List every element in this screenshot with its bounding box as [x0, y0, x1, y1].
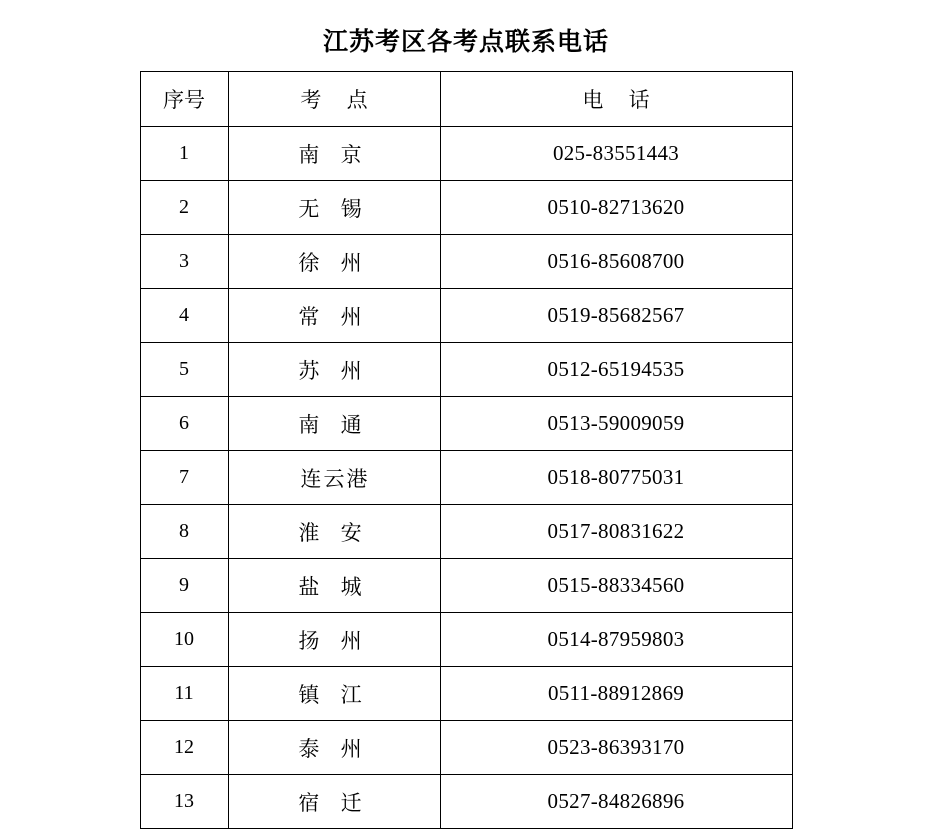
table-row: [140, 235, 792, 289]
cell-phone: 0527-84826896: [440, 775, 792, 829]
cell-site: 宿 迁: [228, 775, 440, 829]
table-row: [140, 613, 792, 667]
cell-no: 7: [140, 451, 228, 505]
cell-phone: 0513-59009059: [440, 397, 792, 451]
table-row: [140, 505, 792, 559]
table-header-row: [140, 72, 792, 127]
cell-no: 5: [140, 343, 228, 397]
table-row: [140, 289, 792, 343]
cell-no: 13: [140, 775, 228, 829]
table-row: [140, 181, 792, 235]
table-header: [140, 72, 792, 127]
cell-site: 南 通: [228, 397, 440, 451]
column-header-phone: [440, 72, 792, 127]
cell-site: 淮 安: [228, 505, 440, 559]
cell-phone: 0523-86393170: [440, 721, 792, 775]
cell-phone: 0512-65194535: [440, 343, 792, 397]
table-row: [140, 127, 792, 181]
cell-site: 苏 州: [228, 343, 440, 397]
cell-site: 泰 州: [228, 721, 440, 775]
cell-phone: 0511-88912869: [440, 667, 792, 721]
column-header-site: [228, 72, 440, 127]
table-row: [140, 397, 792, 451]
cell-phone: 0514-87959803: [440, 613, 792, 667]
cell-site: 盐 城: [228, 559, 440, 613]
cell-site: 徐 州: [228, 235, 440, 289]
page-title: 江苏考区各考点联系电话: [322, 29, 609, 56]
cell-site: 常 州: [228, 289, 440, 343]
contact-phone-table: [140, 71, 793, 829]
cell-phone: 0516-85608700: [440, 235, 792, 289]
column-header-no-label: 序号: [163, 88, 205, 112]
table-row: [140, 559, 792, 613]
table-body: [140, 127, 792, 829]
cell-no: 12: [140, 721, 228, 775]
cell-no: 6: [140, 397, 228, 451]
cell-phone: 0517-80831622: [440, 505, 792, 559]
table-row: [140, 775, 792, 829]
cell-no: 1: [140, 127, 228, 181]
cell-no: 2: [140, 181, 228, 235]
cell-phone: 0518-80775031: [440, 451, 792, 505]
table-container: [0, 71, 932, 829]
table-row: [140, 343, 792, 397]
table-row: [140, 451, 792, 505]
cell-phone: 0519-85682567: [440, 289, 792, 343]
cell-no: 3: [140, 235, 228, 289]
cell-site: 扬 州: [228, 613, 440, 667]
table-row: [140, 667, 792, 721]
cell-no: 8: [140, 505, 228, 559]
column-header-no: [140, 72, 228, 127]
cell-no: 10: [140, 613, 228, 667]
cell-no: 4: [140, 289, 228, 343]
table-row: [140, 721, 792, 775]
cell-no: 11: [140, 667, 228, 721]
cell-no: 9: [140, 559, 228, 613]
cell-phone: 0515-88334560: [440, 559, 792, 613]
cell-site: 镇 江: [228, 667, 440, 721]
column-header-phone-label: 电 话: [582, 88, 660, 112]
column-header-site-label: 考 点: [300, 88, 378, 112]
cell-site: 连云港: [228, 451, 440, 505]
cell-site: 无 锡: [228, 181, 440, 235]
cell-phone: 025-83551443: [440, 127, 792, 181]
cell-site: 南 京: [228, 127, 440, 181]
cell-phone: 0510-82713620: [440, 181, 792, 235]
